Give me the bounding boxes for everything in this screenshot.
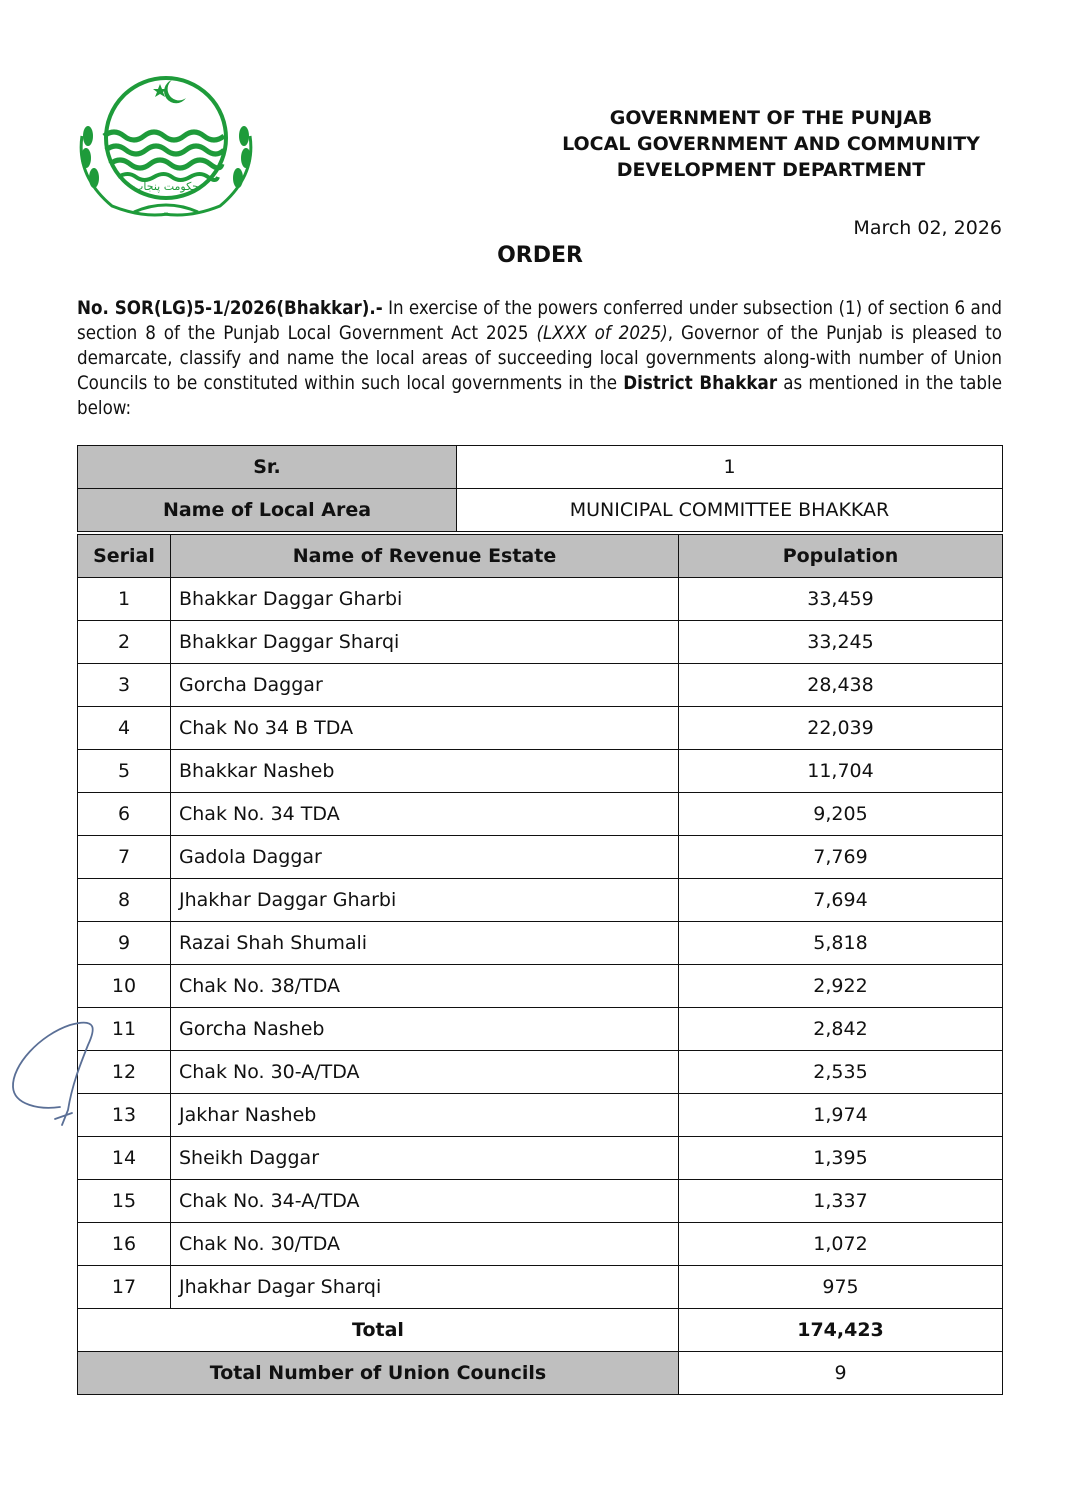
population-cell: 33,459 [679, 578, 1003, 621]
population-cell: 22,039 [679, 707, 1003, 750]
local-area-label: Name of Local Area [78, 489, 457, 532]
estate-name-cell: Gadola Daggar [171, 836, 679, 879]
population-cell: 1,974 [679, 1094, 1003, 1137]
estate-name-cell: Chak No. 30-A/TDA [171, 1051, 679, 1094]
estate-name-cell: Chak No. 34 TDA [171, 793, 679, 836]
union-councils-value: 9 [679, 1352, 1003, 1395]
table-row [78, 750, 1003, 793]
header-line-3: DEVELOPMENT DEPARTMENT [616, 159, 926, 181]
population-cell: 5,818 [679, 922, 1003, 965]
population-cell: 2,842 [679, 1008, 1003, 1051]
estate-name-cell: Chak No. 38/TDA [171, 965, 679, 1008]
estate-name-cell: Jhakhar Daggar Gharbi [171, 879, 679, 922]
table-row [78, 879, 1003, 922]
serial-cell: 5 [78, 750, 171, 793]
serial-cell: 1 [78, 578, 171, 621]
department-header [540, 105, 1002, 183]
serial-cell: 17 [78, 1266, 171, 1309]
estate-name-cell: Gorcha Daggar [171, 664, 679, 707]
serial-cell: 8 [78, 879, 171, 922]
population-cell: 7,694 [679, 879, 1003, 922]
estate-name-cell: Bhakkar Daggar Gharbi [171, 578, 679, 621]
table-row [78, 1137, 1003, 1180]
table-row [78, 621, 1003, 664]
total-row [78, 1309, 1003, 1352]
act-reference: (LXXX of 2025) [536, 323, 668, 344]
population-cell: 1,395 [679, 1137, 1003, 1180]
table-row [78, 1266, 1003, 1309]
union-councils-label: Total Number of Union Councils [78, 1352, 679, 1395]
paragraph-text: In exercise of the powers conferred under subsection (1) of section 6 and section 8 of the Punjab Local Government Act 2025 [77, 298, 1002, 344]
reference-number: No. SOR(LG)5-1/2026(Bhakkar).- [77, 298, 383, 319]
population-cell: 2,922 [679, 965, 1003, 1008]
local-area-value: MUNICIPAL COMMITTEE BHAKKAR [457, 489, 1003, 532]
table-row [78, 578, 1003, 621]
sr-label: Sr. [78, 446, 457, 489]
table-row [78, 664, 1003, 707]
estate-name-cell: Bhakkar Daggar Sharqi [171, 621, 679, 664]
serial-cell: 3 [78, 664, 171, 707]
column-header-name: Name of Revenue Estate [171, 535, 679, 578]
serial-cell: 7 [78, 836, 171, 879]
serial-cell: 9 [78, 922, 171, 965]
table-row [78, 1008, 1003, 1051]
signature-mark-icon [0, 1015, 110, 1140]
population-cell: 28,438 [679, 664, 1003, 707]
order-date: March 02, 2026 [853, 217, 1002, 239]
table-row [78, 489, 1003, 532]
population-cell: 975 [679, 1266, 1003, 1309]
estate-name-cell: Sheikh Daggar [171, 1137, 679, 1180]
table-row [78, 1180, 1003, 1223]
serial-cell: 11 [78, 1008, 171, 1051]
serial-cell: 15 [78, 1180, 171, 1223]
table-row [78, 707, 1003, 750]
page-title: ORDER [497, 243, 583, 268]
table-row [78, 922, 1003, 965]
estate-name-cell: Razai Shah Shumali [171, 922, 679, 965]
punjab-emblem-icon [74, 66, 258, 222]
header-line-1: GOVERNMENT OF THE PUNJAB [609, 107, 933, 129]
table-header-row [78, 535, 1003, 578]
table-row [78, 1094, 1003, 1137]
paragraph-text: as mentioned in the table below: [77, 373, 1002, 419]
population-cell: 1,337 [679, 1180, 1003, 1223]
table-row [78, 793, 1003, 836]
population-cell: 33,245 [679, 621, 1003, 664]
column-header-population: Population [679, 535, 1003, 578]
serial-cell: 10 [78, 965, 171, 1008]
population-cell: 7,769 [679, 836, 1003, 879]
svg-text:حکومت پنجاب: حکومت پنجاب [133, 180, 199, 193]
population-cell: 9,205 [679, 793, 1003, 836]
serial-cell: 16 [78, 1223, 171, 1266]
table-row [78, 446, 1003, 489]
serial-cell: 14 [78, 1137, 171, 1180]
column-header-serial: Serial [78, 535, 171, 578]
estate-name-cell: Jakhar Nasheb [171, 1094, 679, 1137]
paragraph-text: , Governor of the Punjab is pleased to demarcate, classify and name the local areas of succeeding local governments along-with number of Union Councils to be constituted within such local governments in the [77, 323, 1002, 394]
serial-cell: 6 [78, 793, 171, 836]
estate-name-cell: Jhakhar Dagar Sharqi [171, 1266, 679, 1309]
serial-cell: 2 [78, 621, 171, 664]
table-row [78, 1051, 1003, 1094]
table-row [78, 1223, 1003, 1266]
sr-value: 1 [457, 446, 1003, 489]
serial-cell: 12 [78, 1051, 171, 1094]
population-cell: 11,704 [679, 750, 1003, 793]
table-row [78, 836, 1003, 879]
total-value: 174,423 [679, 1309, 1003, 1352]
serial-cell: 13 [78, 1094, 171, 1137]
total-label: Total [78, 1309, 679, 1352]
header-line-2: LOCAL GOVERNMENT AND COMMUNITY [562, 133, 980, 155]
estate-name-cell: Gorcha Nasheb [171, 1008, 679, 1051]
population-cell: 2,535 [679, 1051, 1003, 1094]
estate-name-cell: Chak No. 34-A/TDA [171, 1180, 679, 1223]
population-cell: 1,072 [679, 1223, 1003, 1266]
estate-name-cell: Bhakkar Nasheb [171, 750, 679, 793]
estate-name-cell: Chak No 34 B TDA [171, 707, 679, 750]
local-area-info-table [77, 445, 1003, 532]
table-row [78, 965, 1003, 1008]
district-name: District Bhakkar [623, 373, 778, 394]
revenue-estates-table [77, 534, 1003, 1395]
serial-cell: 4 [78, 707, 171, 750]
union-councils-row [78, 1352, 1003, 1395]
order-paragraph [77, 296, 1002, 421]
estate-name-cell: Chak No. 30/TDA [171, 1223, 679, 1266]
